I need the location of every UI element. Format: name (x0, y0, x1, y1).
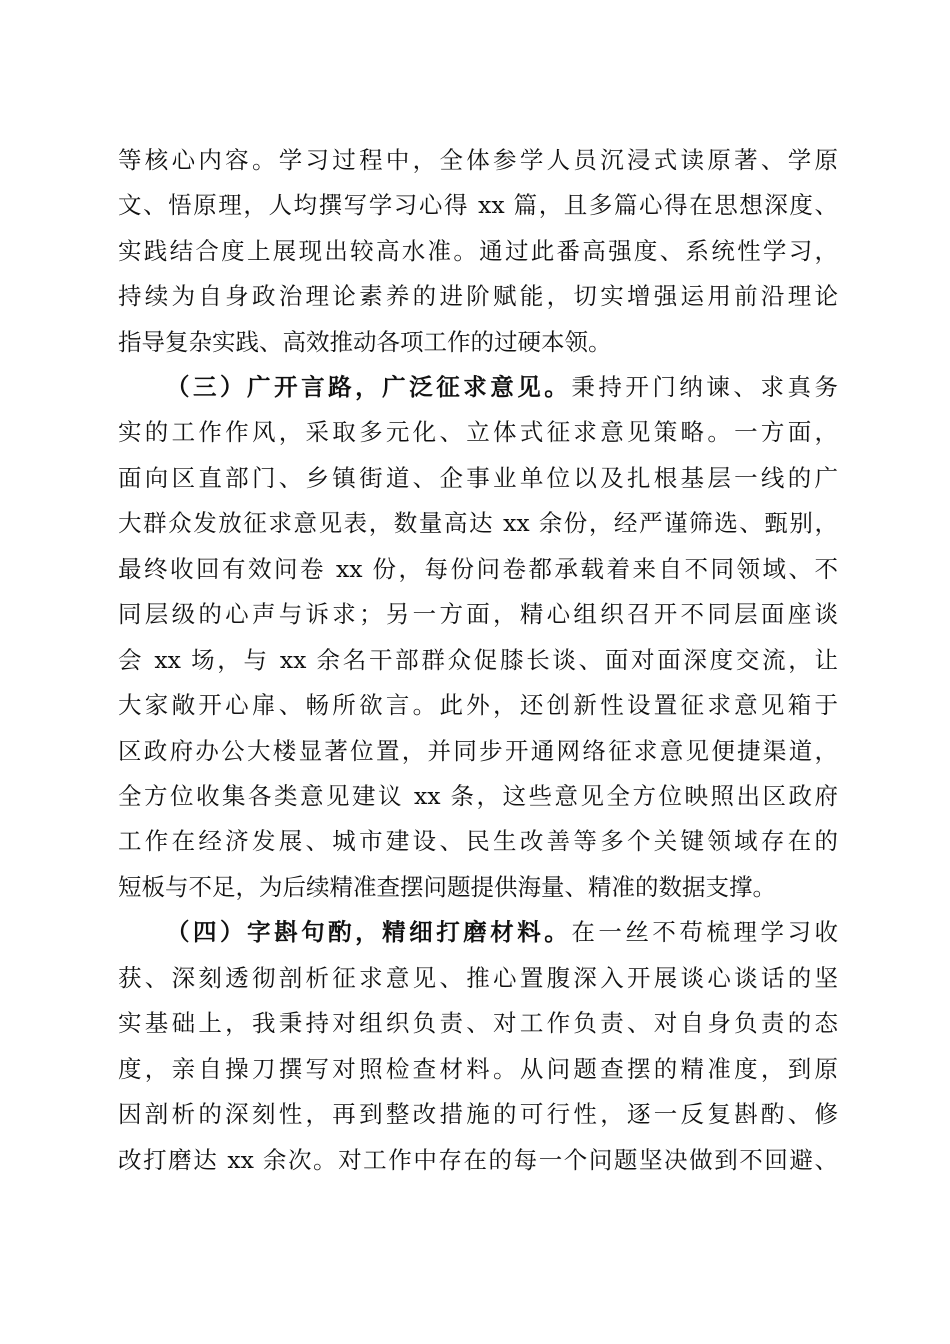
paragraph-2-line-11: 工作在经济发展、城市建设、民生改善等多个关键领域存在的 (118, 827, 838, 855)
paragraph-1-line-1: 等核心内容。学习过程中，全体参学人员沉浸式读原著、学原 (118, 146, 838, 174)
paragraph-2-line-8: 大家敞开心扉、畅所欲言。此外，还创新性设置征求意见箱于 (118, 691, 838, 719)
paragraph-2-line-12: 短板与不足，为后续精准查摆问题提供海量、精准的数据支撑。 (118, 873, 776, 901)
paragraph-2-line-10: 全方位收集各类意见建议 xx 条，这些意见全方位映照出区政府 (118, 782, 838, 810)
paragraph-1-line-3: 实践结合度上展现出较高水准。通过此番高强度、系统性学习， (118, 237, 838, 265)
paragraph-3-line-1 (166, 912, 838, 952)
paragraph-3-line-3: 实基础上，我秉持对组织负责、对工作负责、对自身负责的态 (118, 1009, 838, 1037)
paragraph-1-line-4: 持续为自身政治理论素养的进阶赋能，切实增强运用前沿理论 (118, 282, 838, 310)
paragraph-3-line-5: 因剖析的深刻性，再到整改措施的可行性，逐一反复斟酌、修 (118, 1100, 838, 1128)
paragraph-1-line-5: 指导复杂实践、高效推动各项工作的过硬本领。 (118, 328, 612, 356)
section-heading-4: （四）字斟句酌，精细打磨材料。 (166, 918, 572, 946)
paragraph-3-line-2: 获、深刻透彻剖析征求意见、推心置腹深入开展谈心谈话的坚 (118, 964, 838, 992)
paragraph-1-line-2: 文、悟原理，人均撰写学习心得 xx 篇，且多篇心得在思想深度、 (118, 191, 838, 219)
paragraph-2-line-3: 面向区直部门、乡镇街道、企事业单位以及扎根基层一线的广 (118, 464, 838, 492)
paragraph-2-line-4: 大群众发放征求意见表，数量高达 xx 余份，经严谨筛选、甄别， (118, 509, 838, 537)
section-heading-3: （三）广开言路，广泛征求意见。 (166, 373, 572, 401)
paragraph-2-line-1 (166, 367, 838, 407)
paragraph-3-first-text: 在一丝不苟梳理学习收 (571, 918, 838, 946)
paragraph-2-line-6: 同层级的心声与诉求；另一方面，精心组织召开不同层面座谈 (118, 600, 838, 628)
paragraph-2-line-7: 会 xx 场，与 xx 余名干部群众促膝长谈、面对面深度交流，让 (118, 646, 838, 674)
paragraph-2-line-9: 区政府办公大楼显著位置，并同步开通网络征求意见便捷渠道， (118, 737, 838, 765)
paragraph-2-line-2: 实的工作作风，采取多元化、立体式征求意见策略。一方面， (118, 418, 838, 446)
paragraph-3-line-6: 改打磨达 xx 余次。对工作中存在的每一个问题坚决做到不回避、 (118, 1146, 838, 1174)
paragraph-2-line-5: 最终收回有效问卷 xx 份，每份问卷都承载着来自不同领域、不 (118, 555, 838, 583)
paragraph-2-first-text: 秉持开门纳谏、求真务 (571, 373, 838, 401)
paragraph-3-line-4: 度，亲自操刀撰写对照检查材料。从问题查摆的精准度，到原 (118, 1055, 838, 1083)
